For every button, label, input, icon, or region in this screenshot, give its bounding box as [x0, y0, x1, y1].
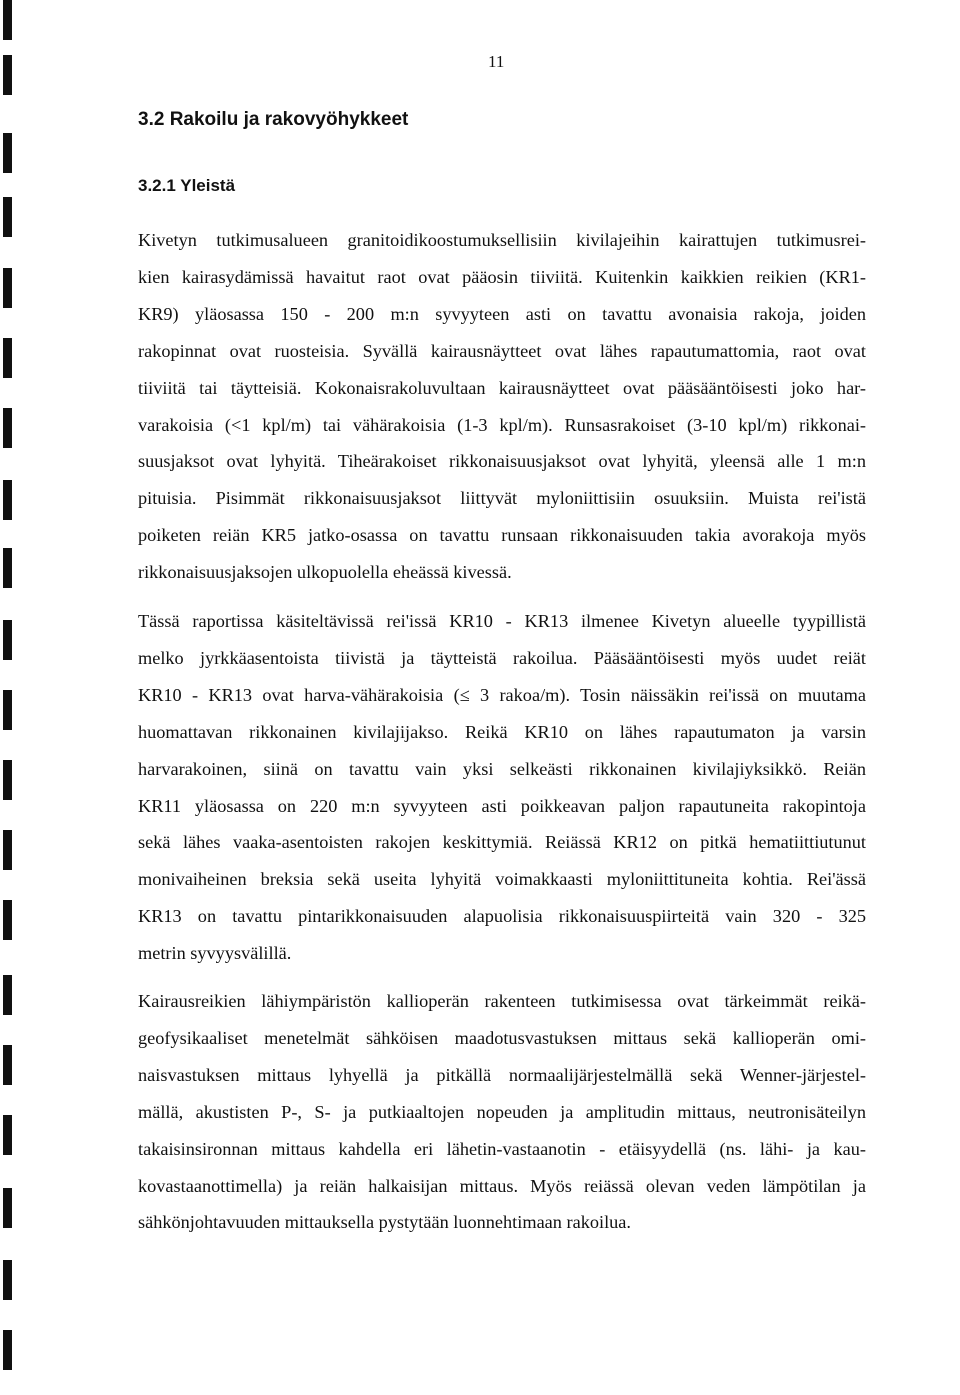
paragraph-1-line: rakopinnat ovat ruosteisia. Syvällä kairausnäytteet ovat lähes rapautumattomia, raot ovat	[138, 340, 866, 361]
page-number: 11	[488, 52, 505, 71]
binding-mark	[3, 1115, 12, 1155]
binding-mark	[3, 480, 12, 520]
subsection-heading: 3.2.1 Yleistä	[138, 176, 236, 195]
paragraph-1-line: tiiviitä tai täytteisiä. Kokonaisrakoluvultaan kairausnäytteet ovat pääsääntöisesti joko har-	[138, 377, 866, 398]
binding-mark	[3, 830, 12, 870]
paragraph-3-line: geofysikaaliset menetelmät sähköisen maadotusvastuksen mittaus sekä kallioperän omi-	[138, 1027, 866, 1048]
paragraph-2-line: huomattavan rikkonainen kivilajijakso. Reikä KR10 on lähes rapautumaton ja varsin	[138, 721, 866, 742]
paragraph-3-line: naisvastuksen mittaus lyhyellä ja pitkällä normaalijärjestelmällä sekä Wenner-järjestel-	[138, 1064, 866, 1085]
paragraph-3-line: mällä, akustisten P-, S- ja putkiaaltojen nopeuden ja amplitudin mittaus, neutronisäteilyn	[138, 1101, 866, 1122]
binding-mark	[3, 548, 12, 588]
paragraph-1-line: suusjaksot ovat lyhyitä. Tiheärakoiset rikkonaisuusjaksot ovat lyhyitä, yleensä alle 1 m:n	[138, 451, 866, 472]
binding-mark	[3, 1045, 12, 1085]
paragraph-1-line: Kivetyn tutkimusalueen granitoidikoostumuksellisiin kivilajeihin kairattujen tutkimusrei-	[138, 230, 866, 250]
paragraph-3-line: Kairausreikien lähiympäristön kallioperän rakenteen tutkimisessa ovat tärkeimmät reikä-	[138, 991, 866, 1011]
binding-mark	[3, 268, 12, 308]
scan-binding-marks	[0, 0, 30, 1395]
paragraph-2-line: KR13 on tavattu pintarikkonaisuuden alapuolisia rikkonaisuuspiirteitä vain 320 - 325	[138, 906, 866, 927]
paragraph-2-line: KR10 - KR13 ovat harva-vähärakoisia (≤ 3 rakoa/m). Tosin näissäkin rei'issä on muutama	[138, 684, 866, 705]
paragraph-1-line: KR9) yläosassa 150 - 200 m:n syvyyteen asti on tavattu avonaisia rakoja, joiden	[138, 303, 866, 324]
paragraph-3-line: takaisinsironnan mittaus kahdella eri lähetin-vastaanotin - etäisyydellä (ns. lähi- ja kau-	[138, 1138, 866, 1159]
binding-mark	[3, 690, 12, 730]
paragraph-2-line: melko jyrkkäasentoista tiivistä ja täytteistä rakoilua. Pääsääntöisesti myös uudet reiät	[138, 647, 866, 668]
paragraph-3-line: sähkönjohtavuuden mittauksella pystytään luonnehtimaan rakoilua.	[138, 1212, 631, 1233]
binding-mark	[3, 338, 12, 378]
binding-mark	[3, 900, 12, 940]
binding-mark	[3, 133, 12, 173]
paragraph-2-line: sekä lähes vaaka-asentoisten rakojen keskittymiä. Reiässä KR12 on pitkä hematiittiutunut	[138, 832, 866, 853]
binding-mark	[3, 1330, 12, 1370]
binding-mark	[3, 1188, 12, 1228]
binding-mark	[3, 0, 12, 40]
paragraph-1-line: varakoisia (<1 kpl/m) tai vähärakoisia (1-3 kpl/m). Runsasrakoiset (3-10 kpl/m) rikkonai-	[138, 414, 866, 435]
section-heading: 3.2 Rakoilu ja rakovyöhykkeet	[138, 109, 409, 130]
binding-mark	[3, 975, 12, 1015]
binding-mark	[3, 408, 12, 448]
paragraph-2-line: harvarakoinen, siinä on tavattu vain yksi selkeästi rikkonainen kivilajiyksikkö. Reiän	[138, 758, 866, 779]
binding-mark	[3, 620, 12, 660]
binding-mark	[3, 197, 12, 237]
paragraph-1-line: pituisia. Pisimmät rikkonaisuusjaksot liittyvät myloniittisiin osuuksiin. Muista rei'istä	[138, 488, 866, 509]
paragraph-3-line: kovastaanottimella) ja reiän halkaisijan mittaus. Myös reiässä olevan veden lämpötilan ja	[138, 1175, 866, 1196]
paragraph-2-line: Tässä raportissa käsiteltävissä rei'issä KR10 - KR13 ilmenee Kivetyn alueelle tyypillistä	[138, 611, 866, 631]
paragraph-1-line: kien kairasydämissä havaitut raot ovat pääosin tiiviitä. Kuitenkin kaikkien reikien (KR1-	[138, 266, 866, 287]
paragraph-1-line: poiketen reiän KR5 jatko-osassa on tavattu runsaan rikkonaisuuden takia avorakoja myös	[138, 525, 866, 546]
paragraph-2-line: monivaiheinen breksia sekä useita lyhyitä voimakkaasti myloniittituneita kohtia. Rei'ässä	[138, 869, 866, 890]
binding-mark	[3, 55, 12, 95]
binding-mark	[3, 760, 12, 800]
binding-mark	[3, 1260, 12, 1300]
paragraph-1-line: rikkonaisuusjaksojen ulkopuolella eheässä kivessä.	[138, 562, 512, 583]
paragraph-2-line: KR11 yläosassa on 220 m:n syvyyteen asti poikkeavan paljon rapautuneita rakopintoja	[138, 795, 866, 816]
paragraph-2-line: metrin syvyysvälillä.	[138, 943, 292, 964]
